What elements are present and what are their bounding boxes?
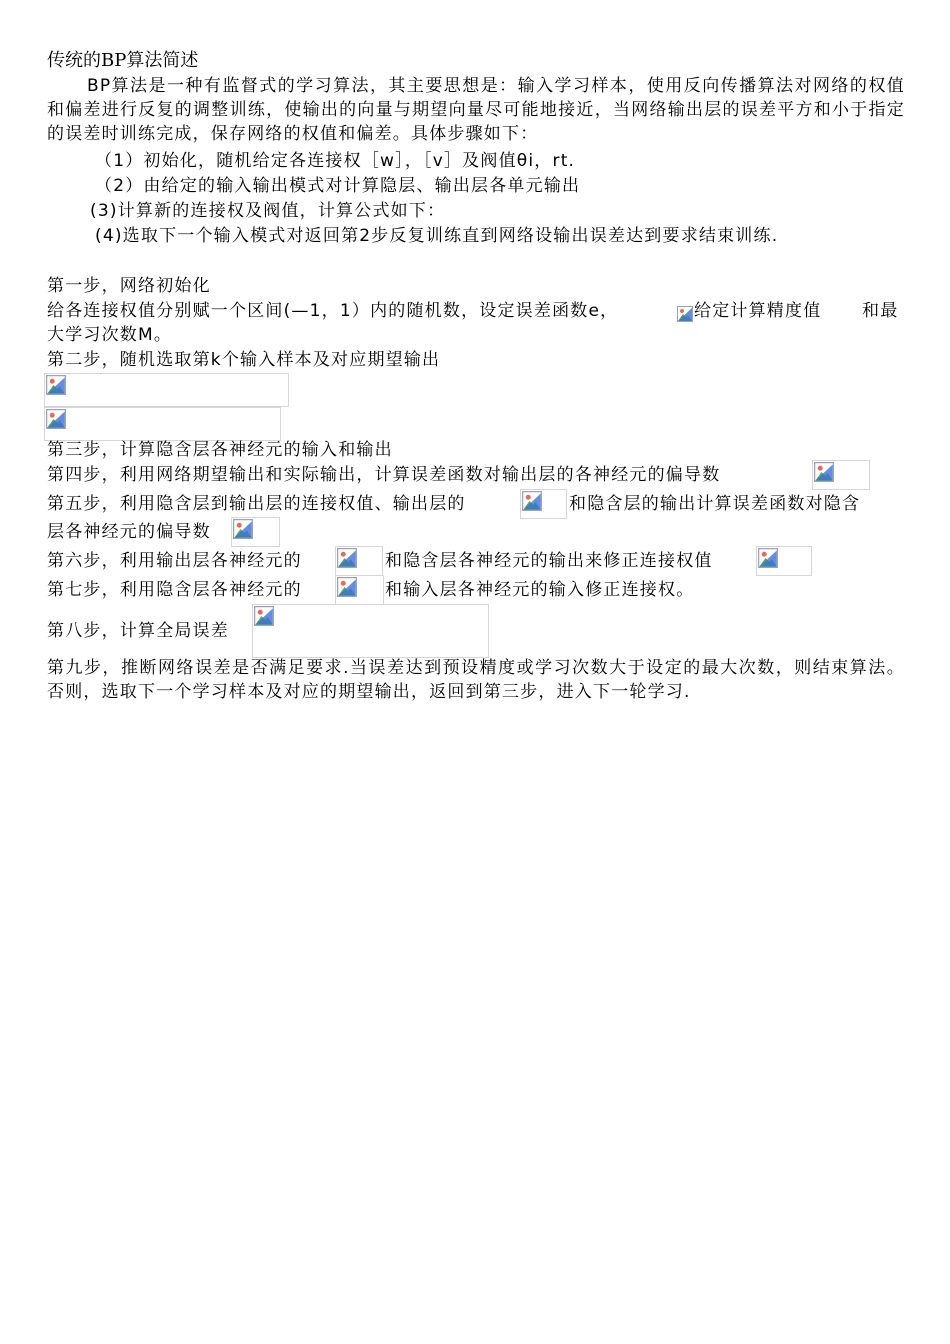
overview-step-3: (3)计算新的连接权及阀值，计算公式如下：: [90, 201, 446, 221]
step5-text-c: 层各神经元的偏导数: [47, 522, 211, 542]
step1-text-c: 和最: [862, 301, 899, 321]
document-title: 传统的BP算法简述: [47, 50, 199, 71]
step4-text: 第四步，利用网络期望输出和实际输出，计算误差函数对输出层的各神经元的偏导数: [47, 465, 721, 485]
step9-text: 第九步，推断网络误差是否满足要求.当误差达到预设精度或学习次数大于设定的最大次数，则结束算法。否则，选取下一个学习样本及对应的期望输出，返回到第三步，进入下一轮学习.: [47, 658, 905, 702]
step8-text: 第八步，计算全局误差: [47, 621, 229, 641]
overview-step-1: （1）初始化，随机给定各连接权［w］，［v］及阀值θi，rt.: [95, 151, 576, 171]
step7-text-a: 第七步，利用隐含层各神经元的: [47, 580, 302, 600]
step2-text: 第二步，随机选取第k个输入样本及对应期望输出: [47, 350, 441, 370]
overview-step-2: （2）由给定的输入输出模式对计算隐层、输出层各单元输出: [95, 176, 581, 196]
step5-text-a: 第五步，利用隐含层到输出层的连接权值、输出层的: [47, 494, 466, 514]
overview-step-4: (4)选取下一个输入模式对返回第2步反复训练直到网络设输出误差达到要求结束训练.: [95, 226, 779, 246]
intro-paragraph: BP算法是一种有监督式的学习算法，其主要思想是：输入学习样本，使用反向传播算法对网络的权值和偏差进行反复的调整训练，使输出的向量与期望向量尽可能地接近，当网络输出层的误差平方和小于指定的误差时训练完成，保存网络的权值和偏差。具体步骤如下：: [47, 76, 905, 144]
broken-image-icon: [335, 575, 384, 605]
step3-text: 第三步，计算隐含层各神经元的输入和输出: [47, 440, 393, 460]
step6-text-b: 和隐含层各神经元的输出来修正连接权值: [385, 551, 713, 571]
broken-image-icon: [231, 517, 280, 547]
broken-image-icon: [756, 546, 812, 576]
broken-image-icon: [252, 604, 489, 658]
broken-image-icon: [44, 407, 281, 441]
step1-text-d: 大学习次数M。: [47, 325, 173, 345]
broken-image-icon: [520, 489, 567, 519]
step1-text-b: 给定计算精度值: [694, 301, 822, 321]
step1-text: [47, 299, 618, 323]
step1-text-a: 给各连接权值分别赋一个区间(—1，1）内的随机数，设定误差函数e，: [47, 301, 619, 321]
step6-text-a: 第六步，利用输出层各神经元的: [47, 551, 302, 571]
step7-text-b: 和输入层各神经元的输入修正连接权。: [385, 580, 695, 600]
broken-image-icon: [335, 546, 383, 576]
broken-image-icon: [44, 373, 289, 407]
broken-image-icon: [812, 460, 870, 490]
step1-heading: 第一步，网络初始化: [47, 276, 211, 296]
step5-text-b: 和隐含层的输出计算误差函数对隐含: [569, 494, 861, 514]
broken-image-icon: [676, 305, 694, 323]
